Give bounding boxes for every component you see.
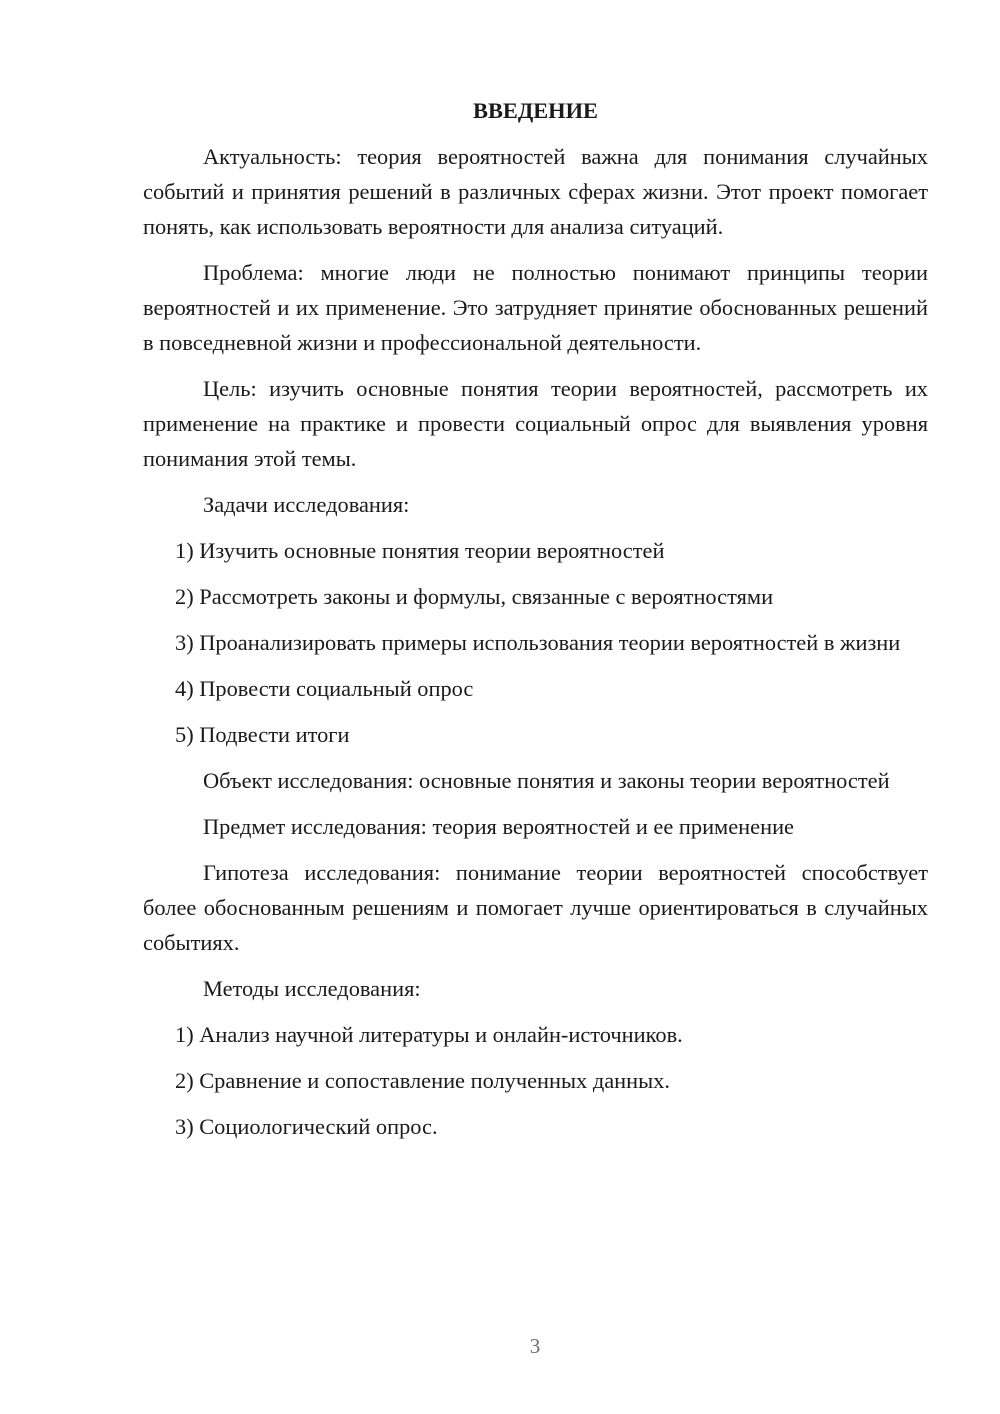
task-item-4: 4) Провести социальный опрос — [175, 676, 474, 701]
method-item-2: 2) Сравнение и сопоставление полученных данных. — [175, 1068, 670, 1093]
method-item-1: 1) Анализ научной литературы и онлайн-источников. — [175, 1022, 683, 1047]
subject-paragraph: Предмет исследования: теория вероятностей и ее применение — [203, 814, 794, 839]
section-title: ВВЕДЕНИЕ — [473, 98, 598, 123]
goal-paragraph: Цель: изучить основные понятия теории вероятностей, рассмотреть их применение на практике и провести социальный опрос для выявления уровня понимания этой темы. — [143, 376, 928, 471]
task-item-1: 1) Изучить основные понятия теории вероятностей — [175, 538, 665, 563]
methods-heading: Методы исследования: — [203, 976, 421, 1001]
hypothesis-paragraph: Гипотеза исследования: понимание теории вероятностей способствует более обоснованным решениям и помогает лучше ориентироваться в случайных событиях. — [143, 860, 928, 955]
problem-paragraph: Проблема: многие люди не полностью понимают принципы теории вероятностей и их применение. Это затрудняет принятие обоснованных решений в повседневной жизни и профессиональной деятельности. — [143, 260, 928, 355]
task-item-5: 5) Подвести итоги — [175, 722, 350, 747]
method-item-3: 3) Социологический опрос. — [175, 1114, 438, 1139]
object-paragraph: Объект исследования: основные понятия и законы теории вероятностей — [203, 768, 890, 793]
tasks-heading: Задачи исследования: — [203, 492, 410, 517]
relevance-paragraph: Актуальность: теория вероятностей важна для понимания случайных событий и принятия решений в различных сферах жизни. Этот проект помогает понять, как использовать вероятности для анализа ситуаций. — [143, 144, 928, 239]
task-item-3: 3) Проанализировать примеры использования теории вероятностей в жизни — [175, 630, 901, 655]
page-content — [143, 93, 928, 1155]
task-item-2: 2) Рассмотреть законы и формулы, связанные с вероятностями — [175, 584, 774, 609]
page-number: 3 — [529, 1334, 541, 1358]
